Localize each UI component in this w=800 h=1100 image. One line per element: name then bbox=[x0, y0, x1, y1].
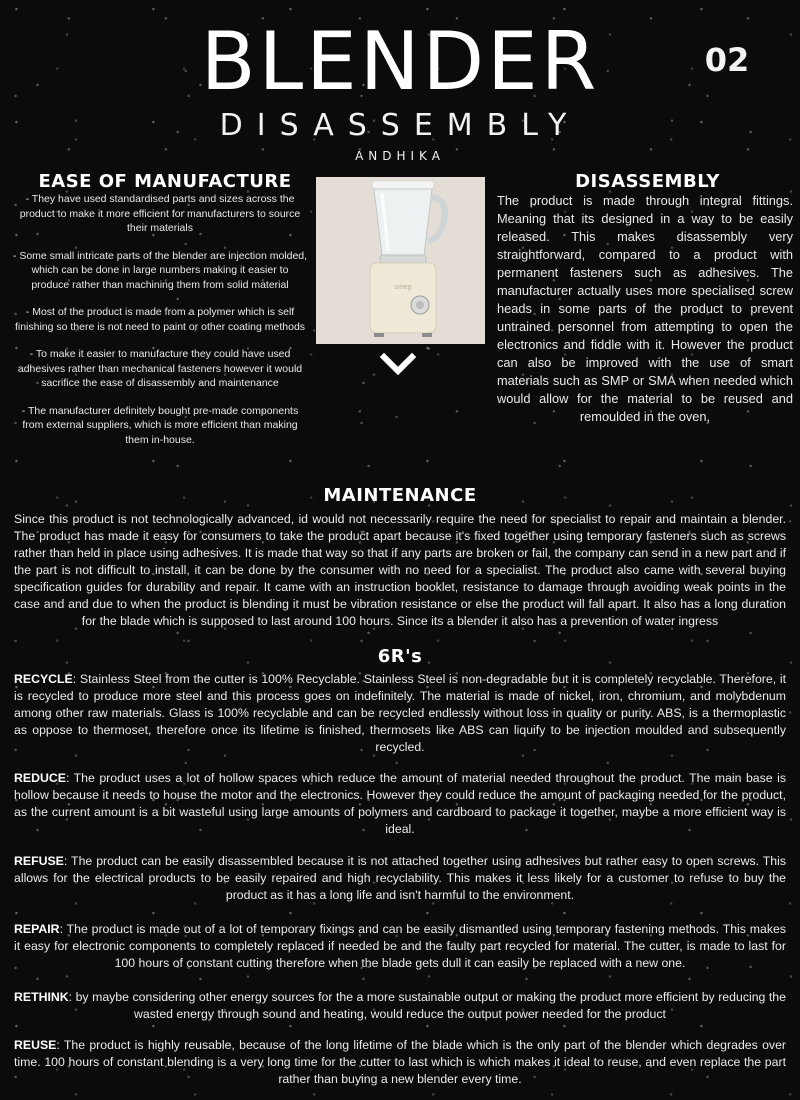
maintenance-text: Since this product is not technologically advanced, id would not necessarily require the need for specialist to repair and maintain a blender. The product has made it easy for consumers to take the product apart because it's fixed together using temporary fasteners such as screws rather than held in place using adhesives. It is made that way so that if any parts are broken or fail, the company can send in a new part and if the part is not difficult to install, it can be done by the consumer with no need for a specialist. The product also came with several buying specification guides for durability and repair. It came with an instruction booklet, resistance to damage through avoiding weak points in the case and and due to when the product is blending it must be vibration resistance or else the product will fall apart. It also has a long duration for the blade which is supposed to last around 100 hours. Since its a blender it also has a prevention of water ingress bbox=[14, 512, 786, 628]
six-rs-heading: 6R's bbox=[377, 646, 423, 667]
repair-label: REPAIR bbox=[14, 922, 60, 936]
page-title: BLENDER bbox=[200, 15, 600, 108]
recycle-text: : Stainless Steel from the cutter is 100% Recyclable. Stainless Steel is non-degradable but it is completely recyclable. Therefore, it is recycled to produce more steel and this process goes on indefinitely. The material is made of nickel, iron, chromium, and molybdenum among other raw materials. Glass is 100% recyclable and can be recycled endlessly without loss in quality or purity. ABS, is a thermoplastic as oppose to thermoset, therefore once its lifetime is finished, thermosets like ABS can liquify to be injection moulded and subsequently recycled. bbox=[14, 672, 786, 754]
blender-photo bbox=[316, 177, 485, 344]
recycle-label: RECYCLE bbox=[14, 672, 73, 686]
page-subtitle: DISASSEMBLY bbox=[219, 108, 581, 143]
six-rs-refuse bbox=[14, 853, 786, 904]
disassembly-heading: DISASSEMBLY bbox=[575, 171, 720, 192]
rethink-text: : by maybe considering other energy sources for the a more sustainable output or making the product more efficient by reducing the wasted energy through sound and heating, would reduce the output power needed for the product bbox=[68, 990, 786, 1021]
chevron-down-icon bbox=[380, 352, 416, 378]
page-number: 02 bbox=[704, 41, 750, 79]
six-rs-reuse bbox=[14, 1037, 786, 1088]
list-item: - They have used standardised parts and sizes across the product to make it more efficient for manufacturers to source their materials bbox=[19, 193, 301, 234]
list-item: - Some small intricate parts of the blender are injection molded, which can be done in large numbers making it easier to produce rather than machining them from solid material bbox=[12, 249, 308, 291]
repair-text: : The product is made out of a lot of temporary fixings and can be easily dismantled using temporary fastening methods. This makes it easy for electronic components to completely replaced if needed be and the faulty part recycled for material. The cutter, is made to last for 100 hours of constant cutting therefore when the blade gets dull it can easily be replaced with a new one. bbox=[14, 922, 786, 970]
author-name: ANDHIKA bbox=[355, 149, 445, 163]
list-item: - To make it easier to manufacture they could have used adhesives rather than mechanical fasteners however it would sacrifice the ease of disassembly and maintenance bbox=[17, 348, 303, 389]
blender-illustration bbox=[316, 177, 485, 344]
svg-text:smeg: smeg bbox=[394, 284, 412, 291]
disassembly-text: The product is made through integral fittings. Meaning that its designed in a way to be easily released. This makes disassembly very straightforward, compared to a product with permanent fasteners such as adhesives. The manufacturer actually uses more specialised screw heads in some parts of the product to prevent untrained personnel from attempting to open the electronics and fiddle with it. However the product can also be improved with the use of smart materials such as SMP or SMA when needed which would allow for the material to be reused and remoulded in the oven, bbox=[497, 193, 793, 424]
refuse-text: : The product can be easily disassembled because it is not attached together using adhesives but rather easy to open screws. This allows for the electrical products to be easily repaired and high recyclability. This makes it less likely for a customer to refuse to buy the product as it has a long life and isn't harmful to the environment. bbox=[14, 854, 786, 902]
list-item: - The manufacturer definitely bought pre-made components from external suppliers, which is more efficient than making them in-house. bbox=[21, 404, 299, 446]
reduce-text: : The product uses a lot of hollow spaces which reduce the amount of material needed throughout the product. The main base is hollow because it needs to house the motor and the electronics. However they could reduce the amount of packaging needed for the product, as the current amount is a bit wasteful using large amounts of polymers and cardboard to package it together, maybe a more efficient way is ideal. bbox=[14, 771, 786, 836]
reuse-text: : The product is highly reusable, because of the long lifetime of the blade which is the only part of the blender which degrades over time. 100 hours of constant blending is a very long time for the cutter to last which is which makes it ideal to reuse, and even replace the part rather than buying a new blender every time. bbox=[14, 1038, 786, 1086]
reuse-label: REUSE bbox=[14, 1038, 57, 1052]
six-rs-rethink bbox=[14, 989, 786, 1023]
maintenance-heading: MAINTENANCE bbox=[323, 485, 477, 506]
refuse-label: REFUSE bbox=[14, 854, 64, 868]
six-rs-reduce bbox=[14, 770, 786, 838]
reduce-label: REDUCE bbox=[14, 771, 66, 785]
six-rs-repair bbox=[14, 921, 786, 972]
ease-of-manufacture-list bbox=[12, 192, 308, 460]
rethink-label: RETHINK bbox=[14, 990, 69, 1004]
six-rs-recycle bbox=[14, 671, 786, 756]
ease-of-manufacture-heading: EASE OF MANUFACTURE bbox=[38, 171, 292, 192]
list-item: - Most of the product is made from a polymer which is self finishing so there is not need to paint or other coating methods bbox=[14, 306, 306, 333]
